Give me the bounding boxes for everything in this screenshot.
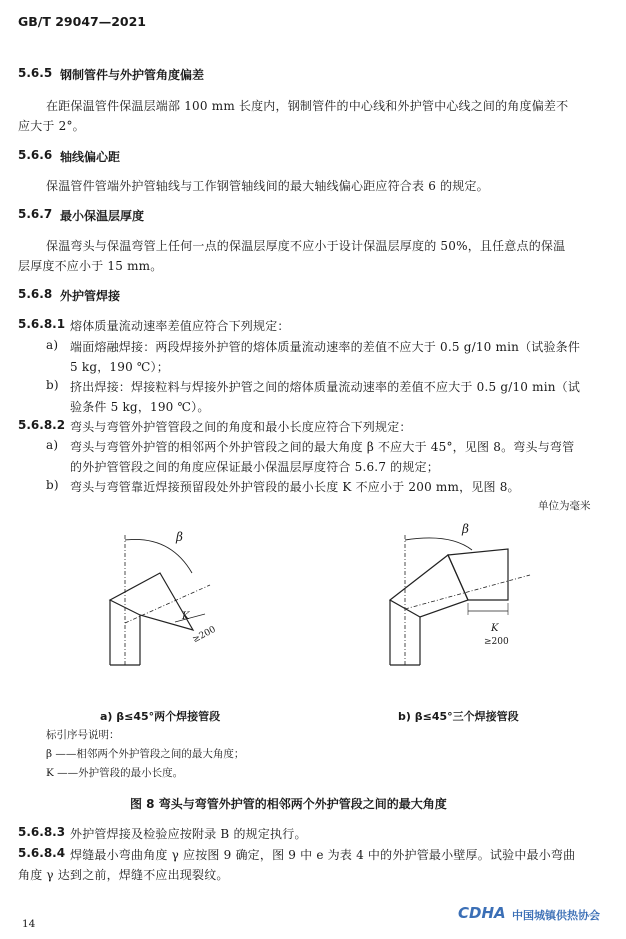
list-item-line: 的外护管管段之间的角度应保证最小保温层厚度符合 5.6.7 的规定； — [70, 460, 439, 474]
section-title: 轴线偏心距 — [60, 150, 121, 164]
legend-beta: β ——相邻两个外护管段之间的最大角度； — [46, 748, 245, 760]
list-label: b) — [46, 478, 59, 492]
k-label-b: K — [491, 623, 499, 634]
list-item-line: 弯头与弯管外护管的相邻两个外护管段之间的最大角度 β 不应大于 45°，见图 8。弯头与弯管 — [70, 440, 575, 454]
legend-title: 标引序号说明： — [46, 729, 120, 741]
section-number: 5.6.8.2 — [18, 418, 66, 432]
paragraph-line: 在距保温管件保温层端部 100 mm 长度内，钢制管件的中心线和外护管中心线之间的角度偏差不 — [46, 99, 569, 113]
paragraph-line: 熔体质量流动速率差值应符合下列规定： — [70, 319, 290, 333]
page-number: 14 — [22, 918, 36, 930]
section-number: 5.6.6 — [18, 148, 53, 162]
list-item-line: 5 kg，190 ℃）； — [70, 360, 169, 374]
watermark-logo: CDHA — [458, 904, 506, 922]
paragraph-line: 层厚度不应小于 15 mm。 — [18, 259, 163, 273]
list-item-line: 验条件 5 kg，190 ℃）。 — [70, 400, 210, 414]
section-number: 5.6.7 — [18, 207, 53, 221]
k-dimension-b: ≥200 — [484, 637, 509, 647]
figure-8b-diagram — [380, 515, 560, 675]
legend-k: K ——外护管段的最小长度。 — [46, 767, 184, 779]
section-number: 5.6.8 — [18, 287, 53, 301]
k-label-a: K — [182, 611, 190, 622]
list-label: a) — [46, 338, 59, 352]
list-item-line: 弯头与弯管靠近焊接预留段处外护管段的最小长度 K 不应小于 200 mm，见图 8。 — [70, 480, 520, 494]
section-number: 5.6.5 — [18, 66, 53, 80]
watermark-text: 中国城镇供热协会 — [512, 909, 600, 922]
figure-caption-b: b) β≤45°三个焊接管段 — [398, 710, 519, 723]
beta-label-a: β — [176, 530, 184, 544]
k-dimension-a: ≥200 — [191, 624, 218, 646]
standard-code: GB/T 29047—2021 — [18, 14, 147, 29]
section-number: 5.6.8.4 — [18, 846, 66, 860]
paragraph-line: 角度 γ 达到之前，焊缝不应出现裂纹。 — [18, 868, 229, 882]
list-label: b) — [46, 378, 59, 392]
beta-label-b: β — [462, 522, 470, 536]
section-title: 外护管焊接 — [60, 289, 121, 303]
section-title: 钢制管件与外护管角度偏差 — [60, 68, 205, 82]
list-label: a) — [46, 438, 59, 452]
paragraph-line: 弯头与弯管外护管管段之间的角度和最小长度应符合下列规定： — [70, 420, 412, 434]
paragraph-line: 保温管件管端外护管轴线与工作钢管轴线间的最大轴线偏心距应符合表 6 的规定。 — [46, 179, 489, 193]
section-title: 最小保温层厚度 — [60, 209, 145, 223]
figure-title: 图 8 弯头与弯管外护管的相邻两个外护管段之间的最大角度 — [130, 797, 447, 811]
figure-8a-diagram — [100, 515, 270, 675]
figure-caption-a: a) β≤45°两个焊接管段 — [100, 710, 221, 723]
paragraph-line: 焊缝最小弯曲角度 γ 应按图 9 确定，图 9 中 e 为表 4 中的外护管最小壁厚。试验中最小弯曲 — [70, 848, 576, 862]
list-item-line: 挤出焊接：焊接粒料与焊接外护管之间的熔体质量流动速率的差值不应大于 0.5 g/10 min（试 — [70, 380, 581, 394]
paragraph-line: 外护管焊接及检验应按附录 B 的规定执行。 — [70, 827, 307, 841]
list-item-line: 端面熔融焊接：两段焊接外护管的熔体质量流动速率的差值不应大于 0.5 g/10 min（试验条件 — [70, 340, 581, 354]
section-number: 5.6.8.3 — [18, 825, 66, 839]
unit-note: 单位为毫米 — [538, 500, 591, 512]
section-number: 5.6.8.1 — [18, 317, 66, 331]
paragraph-line: 应大于 2°。 — [18, 119, 85, 133]
paragraph-line: 保温弯头与保温弯管上任何一点的保温层厚度不应小于设计保温层厚度的 50%，且任意点的保温 — [46, 239, 566, 253]
